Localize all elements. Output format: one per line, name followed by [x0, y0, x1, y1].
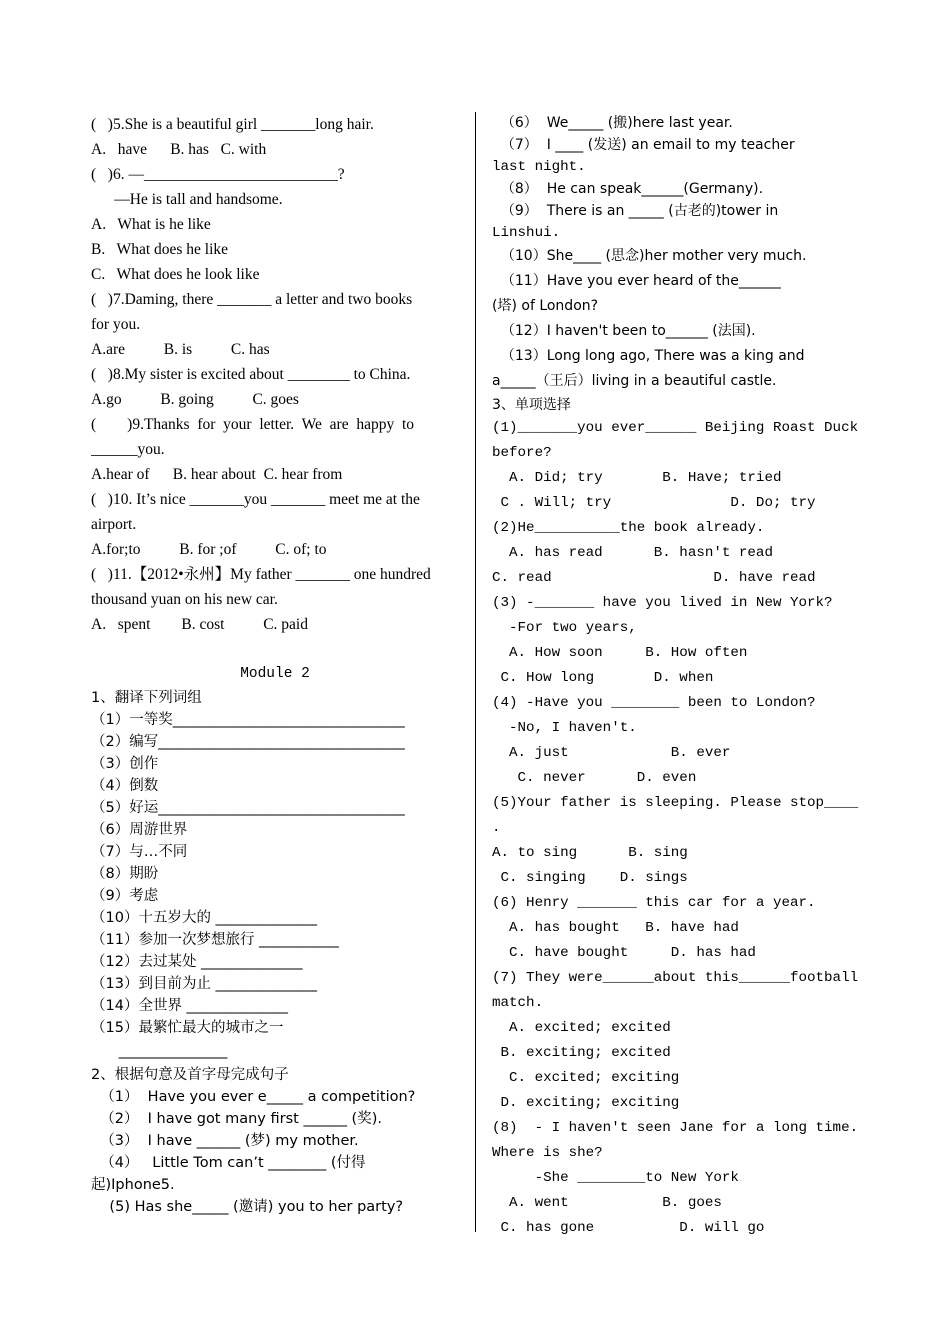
choice-line: C. How long D. when	[492, 670, 714, 686]
choice-line: D. exciting; exciting	[492, 1095, 680, 1111]
choice-line: (2)He__________the book already.	[492, 520, 765, 536]
choice-line: before?	[492, 445, 552, 461]
spacer	[91, 637, 459, 662]
text-line: A.hear of B. hear about C. hear from	[91, 466, 343, 483]
text-line: —He is tall and handsome.	[91, 191, 283, 208]
phrase-item: _______________	[91, 1043, 228, 1059]
choice-line: A. How soon B. How often	[492, 645, 748, 661]
sentence-item: （1） Have you ever e_____ a competition?	[91, 1089, 416, 1105]
text-line: ( )8.My sister is excited about ________ to China.	[91, 366, 411, 383]
text-line: thousand yuan on his new car.	[91, 591, 278, 608]
text-line: A.for;to B. for ;of C. of; to	[91, 541, 327, 558]
phrase-item: （14）全世界 ______________	[91, 998, 289, 1014]
sentence-item: 起)Iphone5.	[91, 1177, 175, 1193]
sentence-item: （10）She____ (思念)her mother very much.	[492, 248, 807, 264]
choice-line: B. exciting; excited	[492, 1045, 671, 1061]
text-line: ( )5.She is a beautiful girl _______long hair.	[91, 116, 374, 133]
sentence-item: Linshui.	[492, 225, 561, 241]
sentence-item: （4） Little Tom can’t ________ (付得	[91, 1155, 366, 1171]
phrase-item: （10）十五岁大的 ______________	[91, 910, 318, 926]
sentence-item: （9） There is an _____ (古老的)tower in	[492, 203, 779, 219]
phrase-item: （9）考虑	[91, 888, 159, 904]
choice-line: .	[492, 820, 501, 836]
text-line: A.are B. is C. has	[91, 341, 270, 358]
phrase-item: （8）期盼	[91, 866, 159, 882]
text-line: ( )10. It’s nice _______you _______ meet me at the	[91, 491, 420, 508]
text-line: A. have B. has C. with	[91, 141, 267, 158]
choice-line: match.	[492, 995, 544, 1011]
column-divider	[475, 112, 476, 1232]
choice-line: C. excited; exciting	[492, 1070, 680, 1086]
choice-line: (6) Henry _______ this car for a year.	[492, 895, 816, 911]
sentence-item: a_____（王后）living in a beautiful castle.	[492, 373, 777, 389]
sentence-item: （6） We_____ (搬)here last year.	[492, 115, 733, 131]
phrase-item: （4）倒数	[91, 778, 159, 794]
choice-line: (4) -Have you ________ been to London?	[492, 695, 816, 711]
phrase-item: （7）与…不同	[91, 844, 188, 860]
sentence-item: （11）Have you ever heard of the______	[492, 273, 781, 289]
phrase-item: （2）编写__________________________________	[91, 734, 405, 750]
choice-line: A. to sing B. sing	[492, 845, 688, 861]
choice-line: C. singing D. sings	[492, 870, 688, 886]
phrase-item: （11）参加一次梦想旅行 ___________	[91, 932, 339, 948]
choice-line: (8) - I haven't seen Jane for a long time.	[492, 1120, 859, 1136]
text-line: B. What does he like	[91, 241, 229, 258]
sentence-item: （7） I ____ (发送) an email to my teacher	[492, 137, 795, 153]
choice-line: C. read D. have read	[492, 570, 816, 586]
text-line: A.go B. going C. goes	[91, 391, 299, 408]
choice-line: -For two years,	[492, 620, 637, 636]
phrase-item: （5）好运__________________________________	[91, 800, 405, 816]
left-column	[91, 112, 459, 1218]
sentence-item: (5) Has she_____ (邀请) you to her party?	[91, 1199, 404, 1215]
phrase-item: （12）去过某处 ______________	[91, 954, 303, 970]
section-title: 1、翻译下列词组	[91, 690, 202, 706]
text-line: A. What is he like	[91, 216, 211, 233]
choice-line: (7) They were______about this______football	[492, 970, 859, 986]
choice-line: C . Will; try D. Do; try	[492, 495, 816, 511]
choice-line: (3) -_______ have you lived in New York?	[492, 595, 833, 611]
sentence-item: （3） I have ______ (梦) my mother.	[91, 1133, 359, 1149]
choice-line: A. has read B. hasn't read	[492, 545, 773, 561]
text-line: A. spent B. cost C. paid	[91, 616, 308, 633]
phrase-item: （1）一等奖________________________________	[91, 712, 405, 728]
choice-line: (5)Your father is sleeping. Please stop____	[492, 795, 859, 811]
phrase-item: （3）创作	[91, 756, 159, 772]
text-line: ( )6. —_________________________?	[91, 166, 345, 183]
sentence-item: （13）Long long ago, There was a king and	[492, 348, 805, 364]
choice-line: C. has gone D. will go	[492, 1220, 765, 1236]
sentence-item: (塔) of London?	[492, 298, 599, 314]
text-line: ( )7.Daming, there _______ a letter and two books	[91, 291, 413, 308]
choice-line: C. have bought D. has had	[492, 945, 756, 961]
sentence-item: last night.	[492, 159, 586, 175]
section-title: 3、单项选择	[492, 397, 571, 413]
sentence-item: （8） He can speak______(Germany).	[492, 181, 764, 197]
choice-line: A. Did; try B. Have; tried	[492, 470, 782, 486]
text-line: for you.	[91, 316, 141, 333]
choice-line: -No, I haven't.	[492, 720, 637, 736]
text-line: C. What does he look like	[91, 266, 260, 283]
phrase-item: （13）到目前为止 ______________	[91, 976, 318, 992]
text-line: ( )9.Thanks for your letter. We are happy to	[91, 416, 415, 433]
phrase-item: （15）最繁忙最大的城市之一	[91, 1020, 284, 1036]
phrase-item: （6）周游世界	[91, 822, 188, 838]
module-title: Module 2	[240, 666, 310, 682]
choice-line: -She ________to New York	[492, 1170, 739, 1186]
choice-line: Where is she?	[492, 1145, 603, 1161]
text-line: ______you.	[91, 441, 165, 458]
text-line: ( )11.【2012•永州】My father _______ one hundred	[91, 566, 431, 583]
choice-line: A. went B. goes	[492, 1195, 722, 1211]
sentence-item: （12）I haven't been to______ (法国).	[492, 323, 756, 339]
sentence-item: （2） I have got many first ______ (奖).	[91, 1111, 382, 1127]
section-title: 2、根据句意及首字母完成句子	[91, 1067, 289, 1083]
choice-line: A. excited; excited	[492, 1020, 671, 1036]
choice-line: A. just B. ever	[492, 745, 731, 761]
choice-line: C. never D. even	[492, 770, 697, 786]
text-line: airport.	[91, 516, 137, 533]
right-column	[492, 112, 864, 1241]
choice-line: (1)_______you ever______ Beijing Roast Duck	[492, 420, 859, 436]
choice-line: A. has bought B. have had	[492, 920, 739, 936]
